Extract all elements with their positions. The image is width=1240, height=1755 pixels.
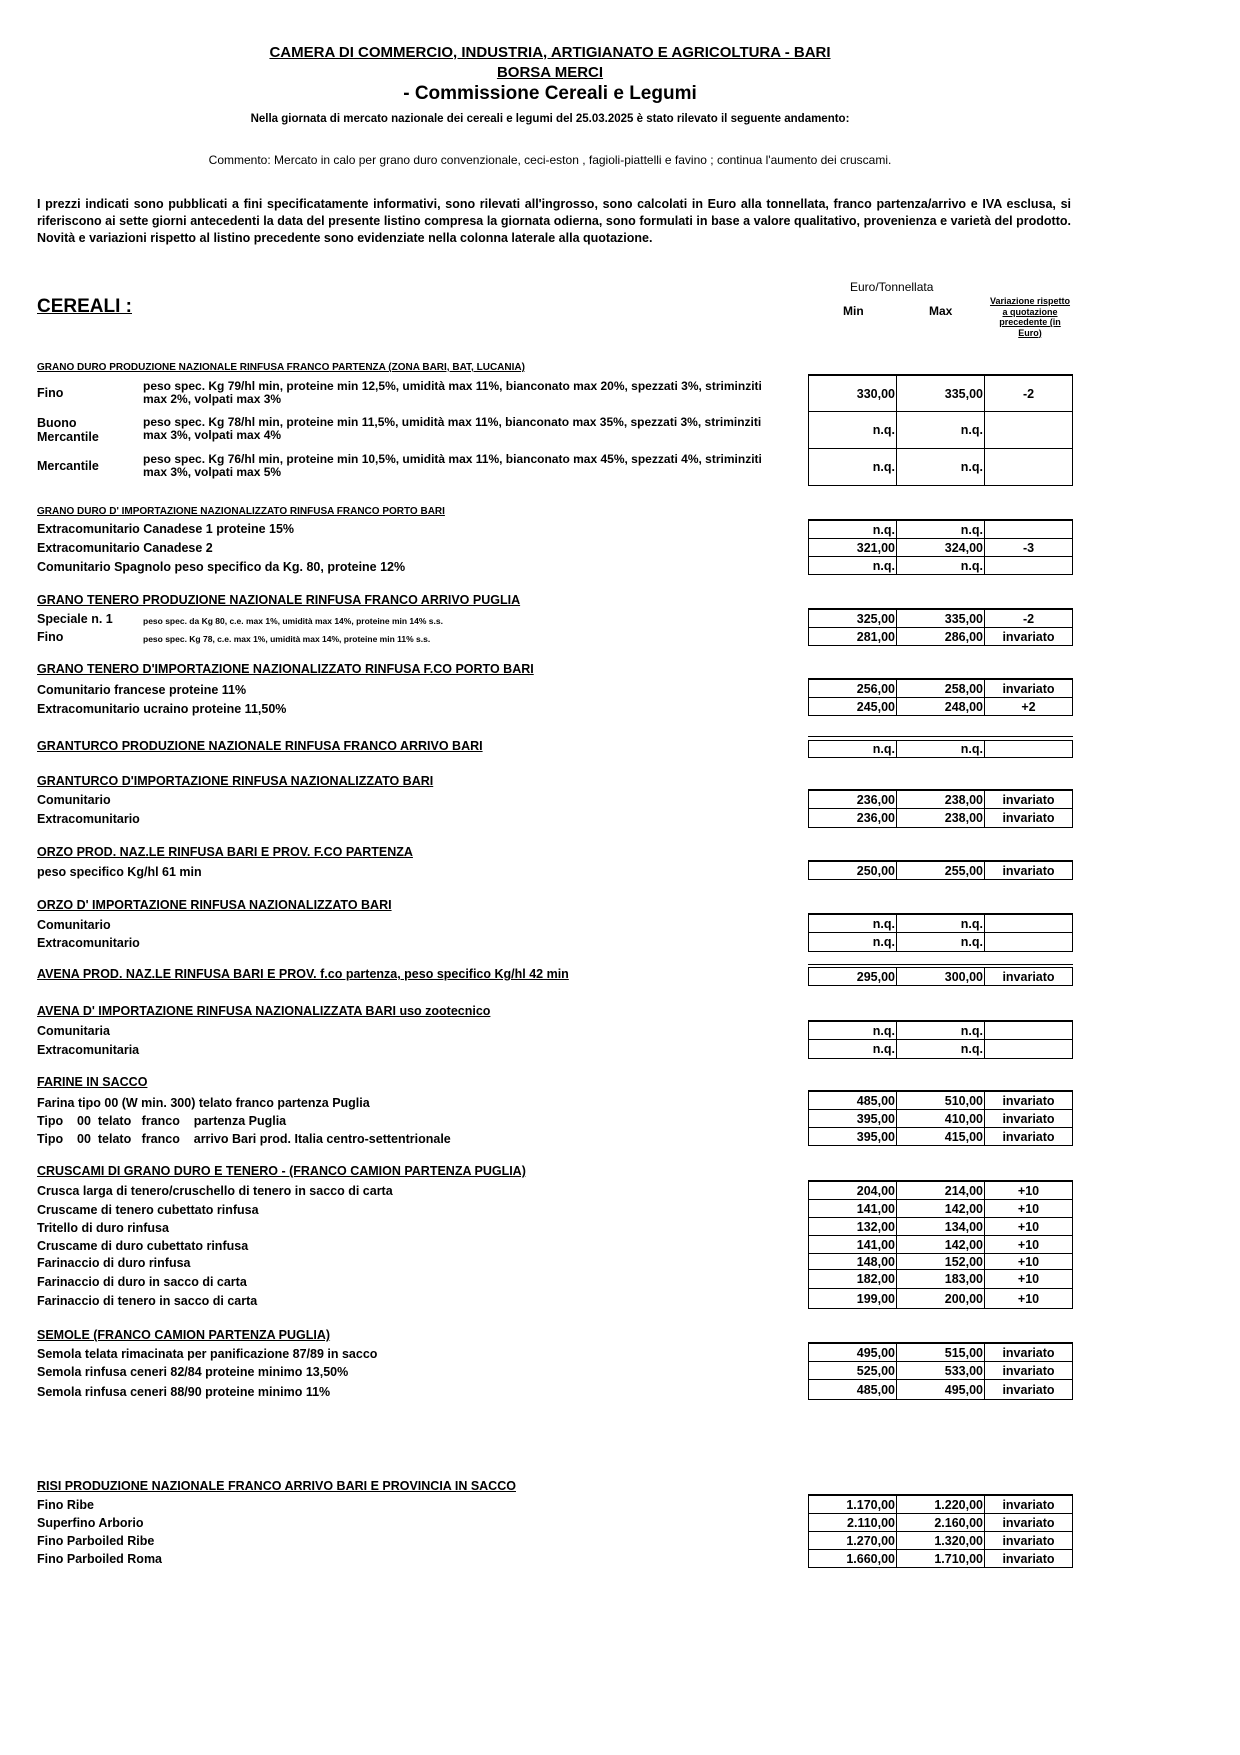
price-max: 1.710,00: [897, 1550, 985, 1567]
table-row: [808, 520, 1073, 539]
price-min: 204,00: [809, 1182, 897, 1199]
row-label: Buono Mercantile: [37, 416, 99, 444]
price-variation: -2: [1022, 611, 1035, 626]
price-min: n.q.: [809, 449, 897, 485]
section-title: CRUSCAMI DI GRANO DURO E TENERO - (FRANCO CAMION PARTENZA PUGLIA): [37, 1164, 526, 1178]
price-variation: [985, 412, 1072, 448]
price-max: 533,00: [897, 1362, 985, 1379]
price-max: 324,00: [897, 539, 985, 556]
intro-text: Nella giornata di mercato nazionale dei cereali e legumi del 25.03.2025 è stato rilevato il seguente andamento:: [250, 113, 850, 125]
price-max: 286,00: [897, 628, 985, 645]
price-min: 330,00: [809, 376, 897, 411]
header-line-2: BORSA MERCI: [496, 64, 604, 81]
table-row: [808, 808, 1073, 828]
price-min: 236,00: [809, 791, 897, 808]
price-max: 248,00: [897, 698, 985, 715]
info-paragraph: I prezzi indicati sono pubblicati a fini specificatamente informativi, sono rilevati all'ingrosso, sono calcolati in Euro alla tonnellata, franco partenza/arrivo e IVA esclusa, si riferiscono ai sette giorni antecedenti la data del presente listino compresa la giornata odierna, sono formulati in base a valore qualitativo, provenienza e varietà del prodotto. Novità e variazioni rispetto al listino precedente sono evidenziate nella colonna laterale alla quotazione.: [37, 197, 1071, 245]
table-row: [808, 627, 1073, 646]
table-row: [808, 740, 1073, 758]
price-variation: -2: [1022, 386, 1035, 401]
table-row: [808, 556, 1073, 575]
price-min: 182,00: [809, 1270, 897, 1288]
price-variation: [985, 557, 1072, 574]
table-row: [808, 609, 1073, 628]
price-variation: +10: [1017, 1237, 1040, 1252]
price-max: 200,00: [897, 1289, 985, 1308]
table-row: [808, 1253, 1073, 1270]
price-max: n.q.: [897, 412, 985, 448]
price-variation: invariato: [1002, 1382, 1055, 1397]
row-label: Extracomunitario ucraino proteine 11,50%: [37, 702, 287, 716]
price-max: 255,00: [897, 862, 985, 879]
price-variation: -3: [1022, 540, 1035, 555]
table-row: [808, 1127, 1073, 1146]
row-label: Comunitario: [37, 793, 111, 807]
price-max: 238,00: [897, 791, 985, 808]
row-label: Speciale n. 1: [37, 612, 113, 626]
price-variation: invariato: [1002, 1515, 1055, 1530]
table-row: [808, 375, 1073, 412]
row-label: Superfino Arborio: [37, 1516, 144, 1530]
price-min: n.q.: [809, 915, 897, 932]
table-row: [808, 790, 1073, 809]
price-min: 525,00: [809, 1362, 897, 1379]
row-label: Extracomunitaria: [37, 1043, 140, 1057]
price-min: 281,00: [809, 628, 897, 645]
table-top-line: [808, 964, 1073, 965]
price-max: n.q.: [897, 915, 985, 932]
table-row: [808, 1109, 1073, 1128]
row-label: Cruscame di duro cubettato rinfusa: [37, 1239, 249, 1253]
price-variation: invariato: [1002, 811, 1055, 825]
price-max: 152,00: [897, 1254, 985, 1269]
table-row: [808, 914, 1073, 933]
price-min: 199,00: [809, 1289, 897, 1308]
price-variation: invariato: [1002, 1093, 1055, 1108]
row-description: peso spec. Kg 78, c.e. max 1%, umidità max 14%, proteine min 11% s.s.: [143, 634, 431, 644]
table-row: [808, 1021, 1073, 1040]
row-label: Tipo 00 telato franco partenza Puglia: [37, 1114, 287, 1128]
table-row: [808, 411, 1073, 449]
price-min: 295,00: [809, 968, 897, 985]
table-row: [808, 861, 1073, 880]
price-min: 245,00: [809, 698, 897, 715]
table-row: [808, 697, 1073, 716]
row-label: Extracomunitario: [37, 812, 140, 826]
row-label: Crusca larga di tenero/cruschello di tenero in sacco di carta: [37, 1184, 393, 1198]
row-label: Comunitario: [37, 918, 111, 932]
price-max: 1.220,00: [897, 1496, 985, 1513]
price-max: 410,00: [897, 1110, 985, 1127]
price-max: n.q.: [897, 449, 985, 485]
row-label: Extracomunitario: [37, 936, 140, 950]
price-variation: [985, 1040, 1072, 1058]
price-max: 142,00: [897, 1236, 985, 1253]
price-max: 142,00: [897, 1200, 985, 1217]
price-max: 335,00: [897, 610, 985, 627]
price-min: n.q.: [809, 557, 897, 574]
price-max: 134,00: [897, 1218, 985, 1235]
row-description: peso spec. Kg 76/hl min, proteine min 10,5%, umidità max 11%, bianconato max 45%, spezzati 4%, striminziti max 3%, volpati max 5%: [143, 452, 762, 479]
section-title: FARINE IN SACCO: [37, 1075, 148, 1089]
price-variation: [985, 741, 1072, 757]
price-variation: +10: [1017, 1219, 1040, 1234]
price-variation: +10: [1017, 1291, 1040, 1306]
price-variation: invariato: [1002, 792, 1055, 807]
price-variation: [985, 915, 1072, 932]
row-label: Semola rinfusa ceneri 88/90 proteine minimo 11%: [37, 1385, 331, 1399]
row-label: Tipo 00 telato franco arrivo Bari prod. Italia centro-settentrionale: [37, 1132, 451, 1146]
price-max: 415,00: [897, 1128, 985, 1145]
column-max-label: Max: [929, 304, 953, 318]
row-label: Comunitario francese proteine 11%: [37, 683, 247, 697]
price-min: 148,00: [809, 1254, 897, 1269]
row-label: Fino: [37, 386, 64, 400]
price-min: n.q.: [809, 741, 897, 757]
price-min: n.q.: [809, 1022, 897, 1039]
row-label: Fino Parboiled Ribe: [37, 1534, 155, 1548]
price-variation: invariato: [1002, 1551, 1055, 1566]
price-max: n.q.: [897, 933, 985, 951]
price-min: 141,00: [809, 1200, 897, 1217]
price-max: 183,00: [897, 1270, 985, 1288]
table-row: [808, 1269, 1073, 1289]
price-variation: invariato: [1002, 1533, 1055, 1548]
price-variation: invariato: [1002, 629, 1055, 644]
column-variation-label: Variazione rispetto a quotazione precedente (in Euro): [989, 296, 1071, 338]
price-variation: invariato: [1002, 969, 1055, 984]
price-min: 395,00: [809, 1128, 897, 1145]
row-description: peso spec. Kg 78/hl min, proteine min 11,5%, umidità max 11%, bianconato max 35%, spezzati 3%, striminziti max 3%, volpati max 4%: [143, 415, 762, 442]
price-min: 250,00: [809, 862, 897, 879]
cereali-heading: CEREALI :: [37, 296, 132, 317]
section-title: GRANTURCO D'IMPORTAZIONE RINFUSA NAZIONALIZZATO BARI: [37, 774, 434, 788]
comment-text: Commento: Mercato in calo per grano duro convenzionale, ceci-eston , fagioli-piattelli e favino ; continua l'aumento dei cruscami.: [208, 153, 892, 167]
section-title: AVENA PROD. NAZ.LE RINFUSA BARI E PROV. f.co partenza, peso specifico Kg/hl 42 min: [37, 967, 569, 981]
table-row: [808, 967, 1073, 986]
price-min: 485,00: [809, 1092, 897, 1109]
row-label: Mercantile: [37, 459, 99, 473]
row-label: Farinaccio di tenero in sacco di carta: [37, 1294, 258, 1308]
price-variation: invariato: [1002, 1363, 1055, 1378]
table-row: [808, 932, 1073, 952]
row-description: peso spec. Kg 79/hl min, proteine min 12,5%, umidità max 11%, bianconato max 20%, spezzati 3%, striminziti max 2%, volpati max 3%: [143, 379, 762, 406]
table-row: [808, 1181, 1073, 1200]
price-min: n.q.: [809, 933, 897, 951]
table-row: [808, 1361, 1073, 1380]
price-variation: invariato: [1002, 681, 1055, 696]
price-variation: [985, 521, 1072, 538]
row-label: Fino: [37, 630, 64, 644]
table-row: [808, 1495, 1073, 1514]
price-max: 515,00: [897, 1344, 985, 1361]
section-title: SEMOLE (FRANCO CAMION PARTENZA PUGLIA): [37, 1328, 331, 1342]
price-min: n.q.: [809, 1040, 897, 1058]
table-row: [808, 1235, 1073, 1254]
row-label: Semola telata rimacinata per panificazione 87/89 in sacco: [37, 1347, 378, 1361]
price-max: 300,00: [897, 968, 985, 985]
price-variation: invariato: [1002, 1111, 1055, 1126]
price-variation: [985, 1022, 1072, 1039]
price-variation: +2: [1021, 699, 1036, 714]
price-min: 1.660,00: [809, 1550, 897, 1567]
row-label: Extracomunitario Canadese 1 proteine 15%: [37, 522, 295, 536]
row-label: Comunitario Spagnolo peso specifico da Kg. 80, proteine 12%: [37, 560, 406, 574]
table-row: [808, 1343, 1073, 1362]
section-title: GRANO TENERO D'IMPORTAZIONE NAZIONALIZZATO RINFUSA F.CO PORTO BARI: [37, 662, 534, 676]
table-row: [808, 1379, 1073, 1400]
row-label: peso specifico Kg/hl 61 min: [37, 865, 202, 879]
price-max: 238,00: [897, 809, 985, 827]
price-min: 495,00: [809, 1344, 897, 1361]
price-max: 214,00: [897, 1182, 985, 1199]
header-line-3: - Commissione Cereali e Legumi: [403, 83, 697, 104]
table-row: [808, 1549, 1073, 1568]
price-variation: +10: [1017, 1272, 1040, 1286]
row-label: Farinaccio di duro in sacco di carta: [37, 1275, 247, 1289]
table-row: [808, 1513, 1073, 1532]
price-min: 485,00: [809, 1380, 897, 1399]
price-min: 236,00: [809, 809, 897, 827]
section-title: GRANO DURO D' IMPORTAZIONE NAZIONALIZZATO RINFUSA FRANCO PORTO BARI: [37, 506, 445, 517]
price-max: 335,00: [897, 376, 985, 411]
table-row: [808, 1288, 1073, 1309]
price-max: n.q.: [897, 557, 985, 574]
price-max: n.q.: [897, 1040, 985, 1058]
table-row: [808, 1199, 1073, 1218]
table-row: [808, 1531, 1073, 1550]
row-label: Fino Parboiled Roma: [37, 1552, 163, 1566]
price-min: 132,00: [809, 1218, 897, 1235]
price-max: n.q.: [897, 1022, 985, 1039]
price-min: n.q.: [809, 521, 897, 538]
price-min: 1.170,00: [809, 1496, 897, 1513]
row-label: Farina tipo 00 (W min. 300) telato franco partenza Puglia: [37, 1096, 370, 1110]
price-variation: +10: [1017, 1254, 1040, 1269]
price-min: 321,00: [809, 539, 897, 556]
price-variation: +10: [1017, 1201, 1040, 1216]
row-label: Semola rinfusa ceneri 82/84 proteine minimo 13,50%: [37, 1365, 349, 1379]
row-label: Farinaccio di duro rinfusa: [37, 1256, 191, 1270]
section-title: RISI PRODUZIONE NAZIONALE FRANCO ARRIVO BARI E PROVINCIA IN SACCO: [37, 1479, 516, 1493]
price-variation: invariato: [1002, 1129, 1055, 1144]
price-max: 510,00: [897, 1092, 985, 1109]
section-title: ORZO D' IMPORTAZIONE RINFUSA NAZIONALIZZATO BARI: [37, 898, 392, 912]
price-max: 1.320,00: [897, 1532, 985, 1549]
table-row: [808, 679, 1073, 698]
row-label: Comunitaria: [37, 1024, 110, 1038]
row-label: Tritello di duro rinfusa: [37, 1221, 169, 1235]
table-row: [808, 1217, 1073, 1236]
price-max: 495,00: [897, 1380, 985, 1399]
price-min: 2.110,00: [809, 1514, 897, 1531]
price-min: n.q.: [809, 412, 897, 448]
price-variation: invariato: [1002, 1497, 1055, 1512]
price-max: n.q.: [897, 521, 985, 538]
price-variation: [985, 933, 1072, 951]
column-min-label: Min: [843, 304, 864, 318]
header-line-1: CAMERA DI COMMERCIO, INDUSTRIA, ARTIGIANATO E AGRICOLTURA - BARI: [269, 44, 831, 61]
price-max: 2.160,00: [897, 1514, 985, 1531]
price-variation: invariato: [1002, 1345, 1055, 1360]
row-description: peso spec. da Kg 80, c.e. max 1%, umidità max 14%, proteine min 14% s.s.: [143, 616, 443, 626]
row-label: Fino Ribe: [37, 1498, 94, 1512]
table-row: [808, 1039, 1073, 1059]
column-euro-label: Euro/Tonnellata: [850, 280, 934, 294]
price-min: 141,00: [809, 1236, 897, 1253]
table-row: [808, 1091, 1073, 1110]
price-variation: invariato: [1002, 863, 1055, 878]
section-title: GRANTURCO PRODUZIONE NAZIONALE RINFUSA FRANCO ARRIVO BARI: [37, 739, 483, 753]
table-top-line: [808, 736, 1073, 737]
section-title: AVENA D' IMPORTAZIONE RINFUSA NAZIONALIZZATA BARI uso zootecnico: [37, 1004, 491, 1018]
price-min: 256,00: [809, 680, 897, 697]
price-min: 395,00: [809, 1110, 897, 1127]
price-max: 258,00: [897, 680, 985, 697]
section-title: GRANO TENERO PRODUZIONE NAZIONALE RINFUSA FRANCO ARRIVO PUGLIA: [37, 593, 521, 607]
row-label: Cruscame di tenero cubettato rinfusa: [37, 1203, 259, 1217]
price-variation: [985, 449, 1072, 485]
section-title: ORZO PROD. NAZ.LE RINFUSA BARI E PROV. F.CO PARTENZA: [37, 845, 413, 859]
price-min: 1.270,00: [809, 1532, 897, 1549]
section-title: GRANO DURO PRODUZIONE NAZIONALE RINFUSA FRANCO PARTENZA (ZONA BARI, BAT, LUCANIA): [37, 362, 525, 373]
table-row: [808, 448, 1073, 486]
price-variation: +10: [1017, 1183, 1040, 1198]
row-label: Extracomunitario Canadese 2: [37, 541, 213, 555]
price-max: n.q.: [897, 741, 985, 757]
table-row: [808, 538, 1073, 557]
price-min: 325,00: [809, 610, 897, 627]
